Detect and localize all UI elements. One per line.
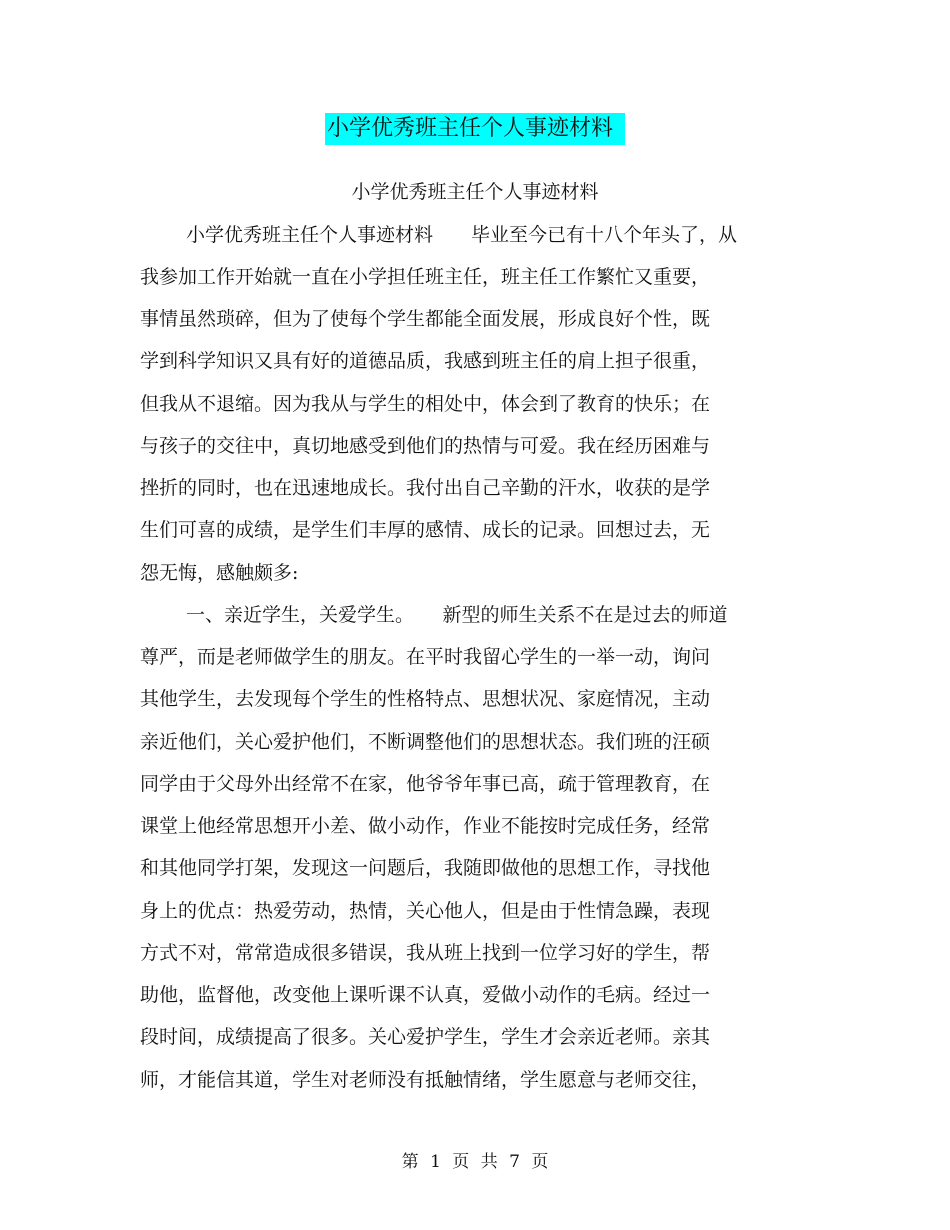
body-line: 身上的优点：热爱劳动，热情，关心他人，但是由于性情急躁，表现: [140, 900, 711, 922]
body-line: 其他学生，去发现每个学生的性格特点、思想状况、家庭情况，主动: [140, 688, 711, 710]
body-line: 亲近他们，关心爱护他们，不断调整他们的思想状态。我们班的汪硕: [140, 731, 711, 753]
body-line: 和其他同学打架，发现这一问题后，我随即做他的思想工作，寻找他: [140, 857, 711, 879]
body-line: 方式不对，常常造成很多错误，我从班上找到一位学习好的学生，帮: [140, 942, 711, 964]
body-line: 尊严，而是老师做学生的朋友。在平时我留心学生的一举一动，询问: [140, 646, 711, 668]
heading-container: [0, 113, 950, 145]
body-line: 段时间，成绩提高了很多。关心爱护学生，学生才会亲近老师。亲其: [140, 1026, 711, 1048]
body-line: 学到科学知识又具有好的道德品质，我感到班主任的肩上担子很重，: [140, 350, 711, 372]
body-line: 事情虽然琐碎，但为了使每个学生都能全面发展，形成良好个性，既: [140, 308, 711, 330]
body-line: 一、亲近学生，关爱学生。 新型的师生关系不在是过去的师道: [186, 604, 728, 626]
body-line: 怨无悔，感触颇多:: [140, 562, 299, 584]
document-heading: 小学优秀班主任个人事迹材料: [325, 113, 625, 145]
body-line: 但我从不退缩。因为我从与学生的相处中，体会到了教育的快乐；在: [140, 393, 711, 415]
body-line: 生们可喜的成绩，是学生们丰厚的感情、成长的记录。回想过去，无: [140, 519, 711, 541]
body-line: 与孩子的交往中，真切地感受到他们的热情与可爱。我在经历困难与: [140, 435, 711, 457]
body-line: 助他，监督他，改变他上课听课不认真，爱做小动作的毛病。经过一: [140, 984, 711, 1006]
body-line: 我参加工作开始就一直在小学担任班主任，班主任工作繁忙又重要，: [140, 266, 711, 288]
document-subtitle: 小学优秀班主任个人事迹材料: [351, 181, 599, 203]
body-line: 师，才能信其道，学生对老师没有抵触情绪，学生愿意与老师交往，: [140, 1069, 711, 1091]
body-line: 小学优秀班主任个人事迹材料 毕业至今已有十八个年头了，从: [186, 224, 738, 246]
page-footer: 第 1 页 共 7 页: [401, 1152, 549, 1172]
body-line: 挫折的同时，也在迅速地成长。我付出自己辛勤的汗水，收获的是学: [140, 477, 711, 499]
body-line: 课堂上他经常思想开小差、做小动作，作业不能按时完成任务，经常: [140, 815, 711, 837]
body-line: 同学由于父母外出经常不在家，他爷爷年事已高，疏于管理教育，在: [140, 773, 711, 795]
